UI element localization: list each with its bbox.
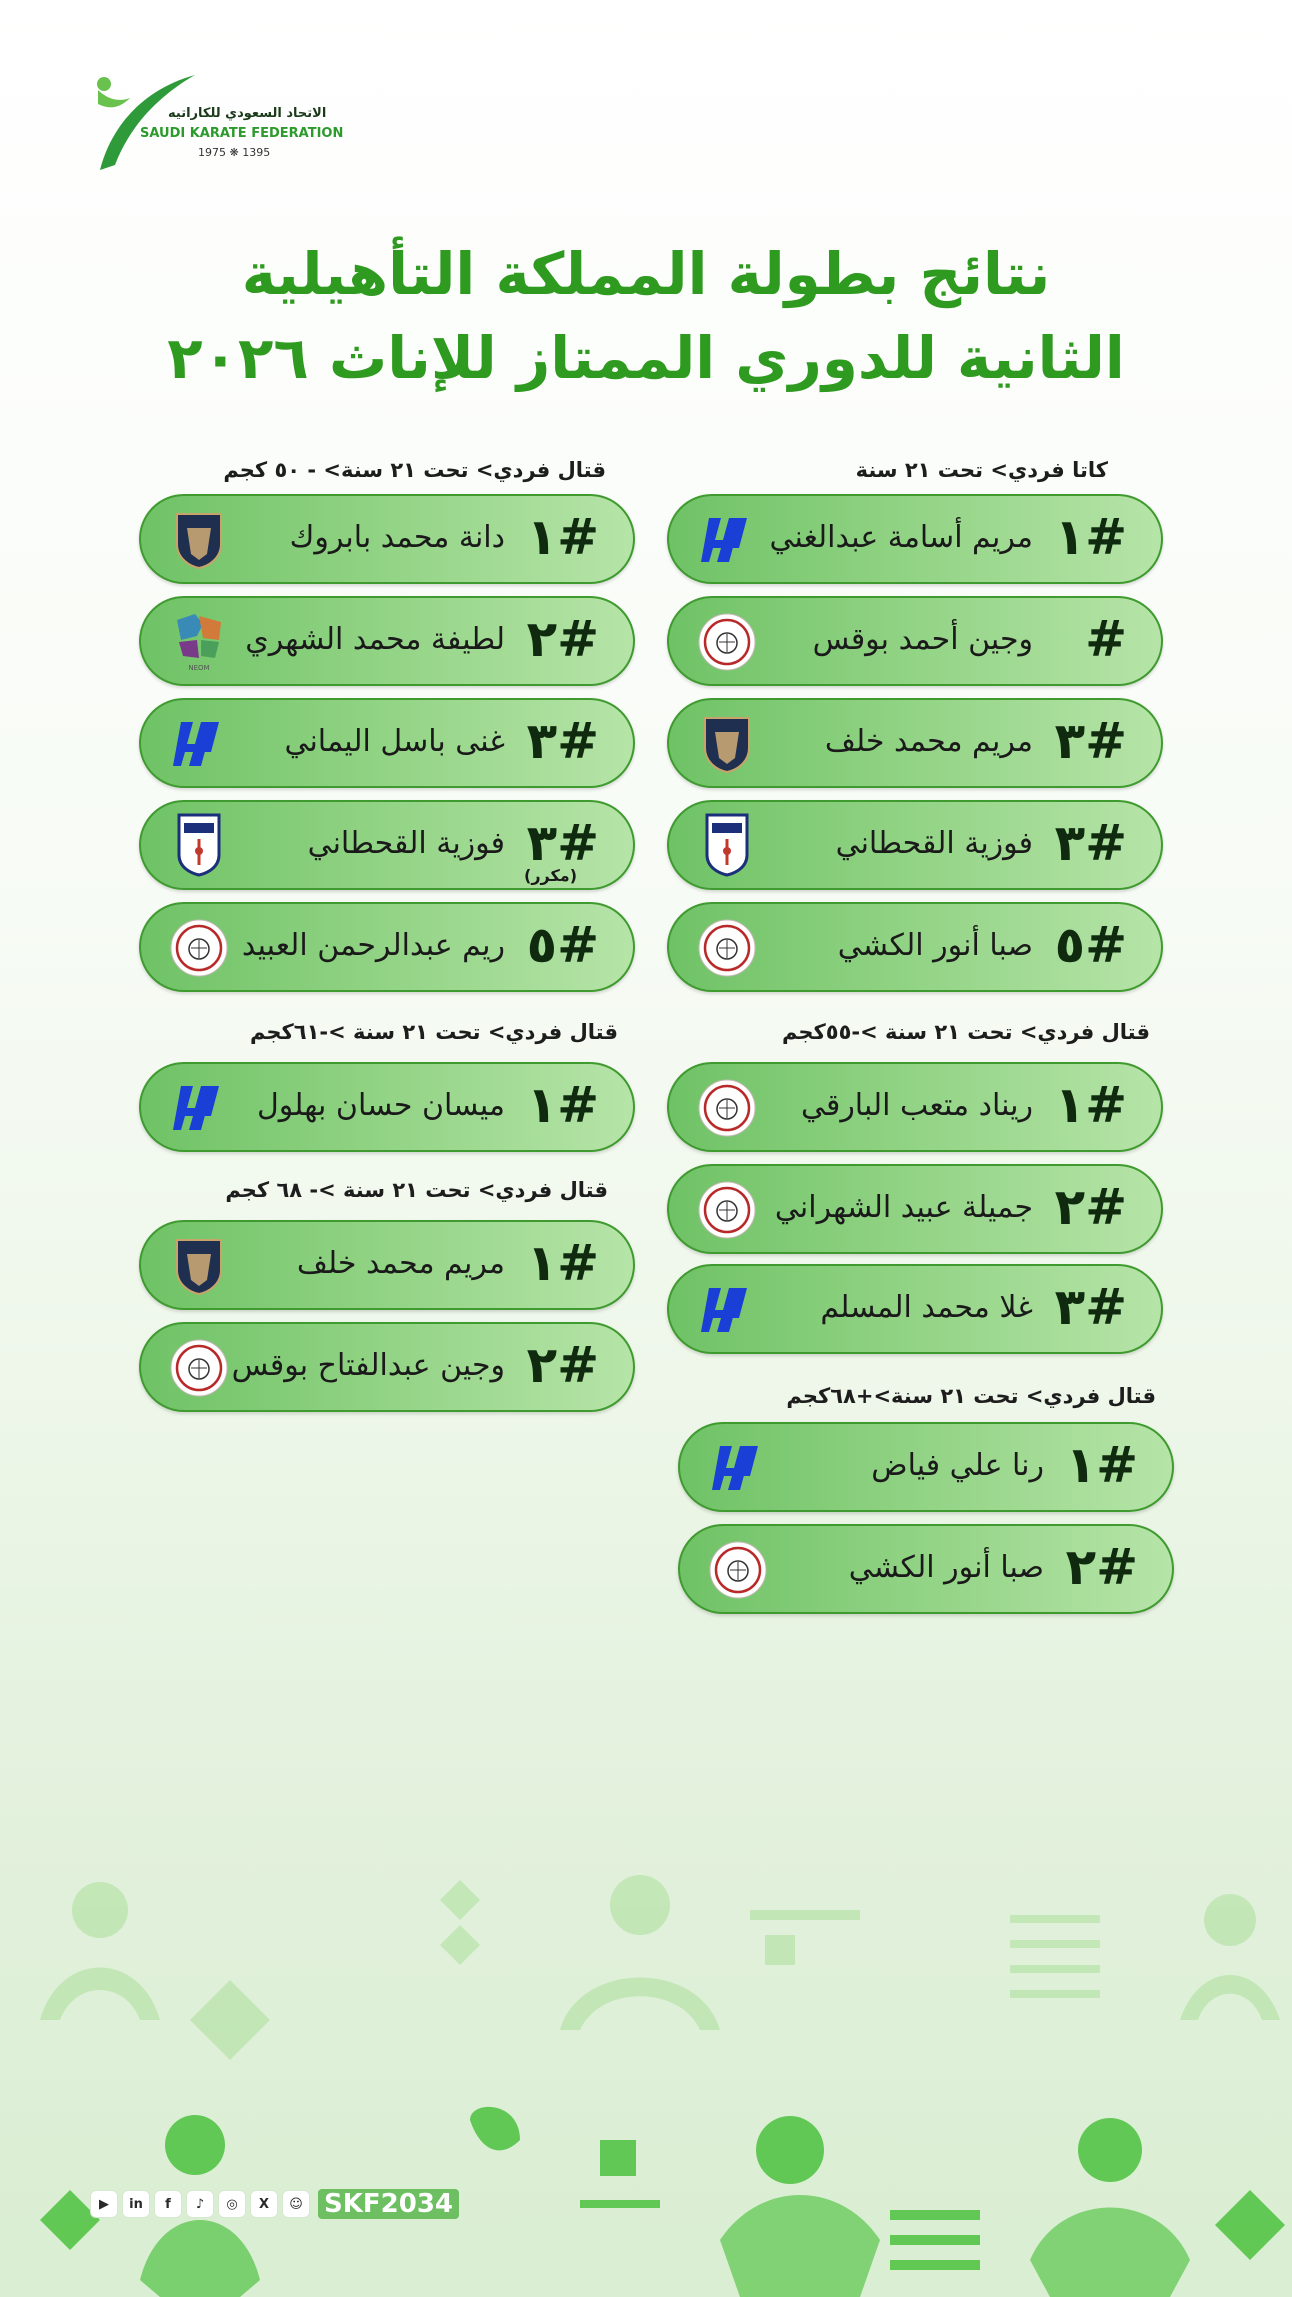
hilal-logo — [167, 1076, 231, 1140]
federation-name-en: SAUDI KARATE FEDERATION — [140, 126, 344, 141]
result-row — [667, 1062, 1163, 1152]
shabab-logo — [167, 916, 231, 980]
athlete-name: رنا علي فياض — [871, 1448, 1044, 1483]
youtube-icon[interactable]: ▶ — [90, 2190, 118, 2218]
snapchat-icon[interactable]: ☺ — [282, 2190, 310, 2218]
result-row — [678, 1422, 1174, 1512]
rank-label: #٣ — [1054, 814, 1127, 872]
x-icon[interactable]: X — [250, 2190, 278, 2218]
rank-label: #٣ — [526, 814, 599, 872]
rank-label: #٣ — [1054, 712, 1127, 770]
linkedin-icon[interactable]: in — [122, 2190, 150, 2218]
rank-label: #٥ — [1054, 916, 1127, 974]
category-kumite-u21-55: قتال فردي> تحت ٢١ سنة >-٥٥كجم — [781, 1020, 1150, 1044]
hilal-logo — [695, 1278, 759, 1342]
category-kumite-u21-68: قتال فردي> تحت ٢١ سنة >- ٦٨ كجم — [225, 1178, 608, 1202]
page-title-line1: نتائج بطولة المملكة التأهيلية — [241, 240, 1051, 308]
athlete-name: ريم عبدالرحمن العبيد — [241, 928, 505, 963]
rank-label: #١ — [1054, 1076, 1127, 1134]
duplicate-note: (مكرر) — [524, 866, 577, 885]
athlete-name: جميلة عبيد الشهراني — [774, 1190, 1033, 1225]
hilal-logo — [167, 712, 231, 776]
category-kumite-u21-50: قتال فردي> تحت ٢١ سنة> - ٥٠ كجم — [223, 458, 606, 482]
athlete-name: صبا أنور الكشي — [848, 1550, 1044, 1585]
rank-label: #٢ — [1054, 1178, 1127, 1236]
category-kata-u21: كاتا فردي> تحت ٢١ سنة — [855, 458, 1108, 482]
rank-label: #١ — [526, 1076, 599, 1134]
page-title-line2: الثانية للدوري الممتاز للإناث ٢٠٢٦ — [167, 324, 1125, 392]
tiktok-icon[interactable]: ♪ — [186, 2190, 214, 2218]
result-row — [139, 1322, 635, 1412]
result-row — [667, 596, 1163, 686]
social-bar — [90, 2188, 459, 2220]
result-row — [667, 1164, 1163, 1254]
hilal-logo — [695, 508, 759, 572]
federation-years: 1975 ❋ 1395 — [198, 146, 271, 159]
karate-emblem-icon — [90, 70, 200, 180]
athlete-name: مريم محمد خلف — [824, 724, 1033, 759]
alula-logo — [167, 1234, 231, 1298]
federation-name-ar: الاتحاد السعودي للكاراتيه — [168, 106, 327, 121]
athlete-name: غنى باسل اليماني — [284, 724, 505, 759]
rank-label: #١ — [526, 1234, 599, 1292]
hilal-logo — [706, 1436, 770, 1500]
rank-label: # — [1085, 610, 1127, 668]
facebook-icon[interactable]: f — [154, 2190, 182, 2218]
athlete-name: فوزية القحطاني — [307, 826, 505, 861]
result-row — [678, 1524, 1174, 1614]
athlete-name: دانة محمد بابروك — [289, 520, 505, 555]
result-row — [139, 902, 635, 992]
alula-logo — [695, 712, 759, 776]
result-row — [139, 494, 635, 584]
rank-label: #٢ — [526, 1336, 599, 1394]
rank-label: #١ — [526, 508, 599, 566]
rank-label: #٥ — [526, 916, 599, 974]
athlete-name: وجين أحمد بوقس — [812, 622, 1033, 657]
result-row — [139, 1220, 635, 1310]
shabab-logo — [695, 610, 759, 674]
result-row — [667, 494, 1163, 584]
category-kumite-u21-61: قتال فردي> تحت ٢١ سنة >-٦١كجم — [249, 1020, 618, 1044]
rank-label: #١ — [1065, 1436, 1138, 1494]
shabab-logo — [695, 1076, 759, 1140]
shabab-logo — [706, 1538, 770, 1602]
shabab-logo — [695, 916, 759, 980]
athlete-name: وجين عبدالفتاح بوقس — [231, 1348, 505, 1383]
rank-label: #٣ — [526, 712, 599, 770]
rank-label: #٢ — [526, 610, 599, 668]
svg-text:NEOM: NEOM — [188, 664, 210, 672]
rank-label: #٣ — [1054, 1278, 1127, 1336]
abha-logo — [167, 814, 231, 878]
rank-label: #١ — [1054, 508, 1127, 566]
instagram-icon[interactable]: ◎ — [218, 2190, 246, 2218]
result-row — [139, 596, 635, 686]
result-row — [667, 1264, 1163, 1354]
athlete-name: مريم محمد خلف — [296, 1246, 505, 1281]
alula-logo — [167, 508, 231, 572]
result-row — [667, 902, 1163, 992]
athlete-name: صبا أنور الكشي — [837, 928, 1033, 963]
athlete-name: ريناد متعب البارقي — [800, 1088, 1033, 1123]
athlete-name: مريم أسامة عبدالغني — [769, 520, 1033, 555]
shabab-logo — [695, 1178, 759, 1242]
athlete-name: فوزية القحطاني — [835, 826, 1033, 861]
athlete-name: لطيفة محمد الشهري — [245, 622, 505, 657]
result-row — [139, 698, 635, 788]
rank-label: #٢ — [1065, 1538, 1138, 1596]
federation-logo — [90, 70, 344, 180]
category-kumite-u21-plus68: قتال فردي> تحت ٢١ سنة>+٦٨كجم — [786, 1384, 1156, 1408]
athlete-name: ميسان حسان بهلول — [256, 1088, 505, 1123]
social-handle[interactable]: SKF2034 — [318, 2189, 459, 2219]
result-row — [667, 800, 1163, 890]
shabab-logo — [167, 1336, 231, 1400]
abha-logo — [695, 814, 759, 878]
result-row — [667, 698, 1163, 788]
result-row — [139, 1062, 635, 1152]
neom-logo — [167, 610, 231, 674]
athlete-name: غلا محمد المسلم — [820, 1290, 1033, 1325]
result-row — [139, 800, 635, 890]
